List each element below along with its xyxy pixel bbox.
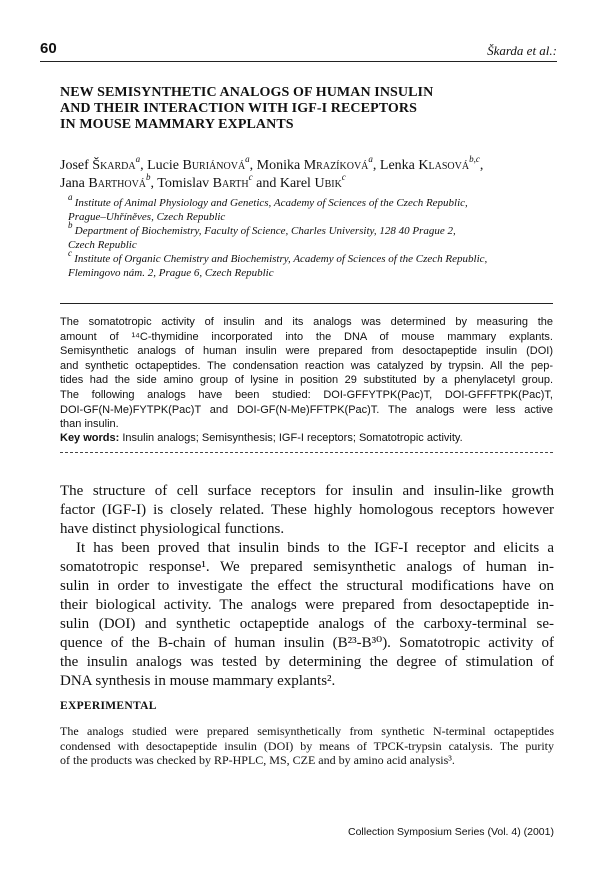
- affiliation-marker: c: [68, 248, 75, 259]
- author-list: [60, 154, 560, 193]
- experimental-line: The analogs studied were prepared semisynthetically from synthetic N-terminal octapeptides: [60, 724, 554, 738]
- body-line: have distinct physiological functions.: [60, 521, 285, 537]
- affiliation-marker: c: [248, 172, 253, 183]
- affiliation-marker: a: [135, 154, 141, 165]
- affiliation-marker: a: [368, 154, 373, 165]
- body-line: factor (IGF-I) is closely related. These highly homologous receptors however: [60, 502, 554, 518]
- body-line: DNA synthesis in mouse mammary explants².: [60, 673, 336, 689]
- affiliation-marker: b,c: [469, 154, 480, 165]
- author-name: Karel Ubik$^c$: [279, 172, 346, 191]
- abstract-line: The following analogs have been studied: DOI-GFFYTPK(Pac)T, DOI-GFFFTPK(Pac)T,: [60, 388, 553, 401]
- author-name: Josef Škarda$^a$: [60, 154, 141, 173]
- body-line: sulin in order to investigate the effect the structural modifications have on: [60, 578, 554, 594]
- affiliation: $^c$ Institute of Organic Chemistry and Biochemistry, Academy of Sciences of the Czech Republic, Flemingovo nám. 2, Prague 6, Czech Republic: [68, 248, 488, 279]
- affiliation-marker: b: [68, 220, 75, 231]
- title-line: IN MOUSE MAMMARY EXPLANTS: [60, 117, 294, 132]
- abstract: [60, 315, 553, 432]
- title-line: AND THEIR INTERACTION WITH IGF-I RECEPTORS: [60, 101, 417, 116]
- running-head: Škarda et al.:: [487, 43, 557, 58]
- title-line: NEW SEMISYNTHETIC ANALOGS OF HUMAN INSULIN: [60, 85, 434, 100]
- experimental-line: of the products was checked by RP-HPLC, MS, CZE and by amino acid analysis³.: [60, 753, 455, 767]
- article-title: [60, 85, 530, 133]
- author-name: Monika Mrazíková$^a$: [256, 154, 373, 173]
- abstract-line: tides had the side amino group of lysine in position 29 substituted by a phenylacetyl group.: [60, 374, 553, 387]
- keywords: [60, 432, 463, 444]
- abstract-bottom-rule: [60, 452, 553, 453]
- body-line: quence of the B-chain of human insulin (B²³-B³⁰). Somatotropic activity of: [60, 635, 554, 651]
- body-text: [60, 482, 554, 691]
- affiliation-marker: a: [68, 192, 75, 203]
- abstract-line: The somatotropic activity of insulin and its analogs was determined by measuring the: [60, 316, 553, 328]
- abstract-top-rule: [60, 303, 553, 304]
- abstract-line: and synthetic octapeptides. The condensation reaction was catalyzed by trypsin. All the pep-: [60, 359, 553, 372]
- author-name: Lenka Klasová$^{b,c}$: [379, 154, 480, 173]
- affiliation-marker: b: [146, 172, 151, 183]
- experimental-line: condensed with desoctapeptide insulin (DOI) by means of TPCK-trypsin catalysis. The purity: [60, 738, 554, 753]
- affiliation: $^b$ Department of Biochemistry, Faculty of Science, Charles University, 128 40 Prague 2, Czech Republic: [68, 220, 456, 251]
- header-rule: [40, 61, 557, 62]
- author-line: Jana Barthová$^b$, Tomislav Barth$^c$ and Karel Ubik$^c$: [60, 172, 346, 191]
- affiliation: $^a$ Institute of Animal Physiology and Genetics, Academy of Sciences of the Czech Republic, Prague–Uhříněves, Czech Republic: [68, 192, 468, 223]
- experimental-text: [60, 724, 554, 768]
- body-line: somatotropic response¹. We prepared semisynthetic analogs of human in-: [60, 559, 554, 575]
- keywords-text: Insulin analogs; Semisynthesis; IGF-I receptors; Somatotropic activity.: [119, 432, 463, 444]
- body-line: their biological activity. The analogs were prepared from desoctapeptide in-: [60, 597, 554, 613]
- abstract-line: DOI-GF(N-Me)FYTPK(Pac)T and DOI-GF(N-Me)FFTPK(Pac)T. The analogs were less active: [60, 403, 553, 416]
- affiliation-marker: a: [245, 154, 250, 165]
- author-name: Tomislav Barth$^c$: [157, 172, 253, 191]
- journal-footer: Collection Symposium Series (Vol. 4) (2001): [347, 826, 554, 838]
- abstract-line: than insulin.: [60, 418, 119, 431]
- affiliations: [66, 192, 546, 280]
- body-line: sulin (DOI) and synthetic octapeptide analogs of the carboxy-terminal se-: [60, 616, 554, 632]
- affiliation-marker: c: [341, 172, 346, 183]
- body-line: the insulin analogs was tested by determining the degree of stimulation of: [60, 654, 554, 670]
- keywords-label: Key words:: [60, 432, 120, 444]
- author-line: Josef Škarda$^a$, Lucie Buriánová$^a$, Monika Mrazíková$^a$, Lenka Klasová$^{b,c}$,: [60, 154, 484, 173]
- author-name: Jana Barthová$^b$: [60, 172, 151, 191]
- body-line: The structure of cell surface receptors for insulin and insulin-like growth: [60, 483, 554, 499]
- section-heading-experimental: EXPERIMENTAL: [60, 700, 157, 712]
- author-name: Lucie Buriánová$^a$: [147, 154, 250, 173]
- body-line: It has been proved that insulin binds to the IGF-I receptor and elicits a: [76, 540, 554, 556]
- page-number: 60: [40, 40, 57, 57]
- abstract-line: amount of ¹⁴C-thymidine incorporated into the DNA of mouse mammary explants.: [60, 330, 553, 343]
- abstract-line: Semisynthetic analogs of human insulin were prepared from desoctapeptide insulin (DOI): [60, 345, 553, 358]
